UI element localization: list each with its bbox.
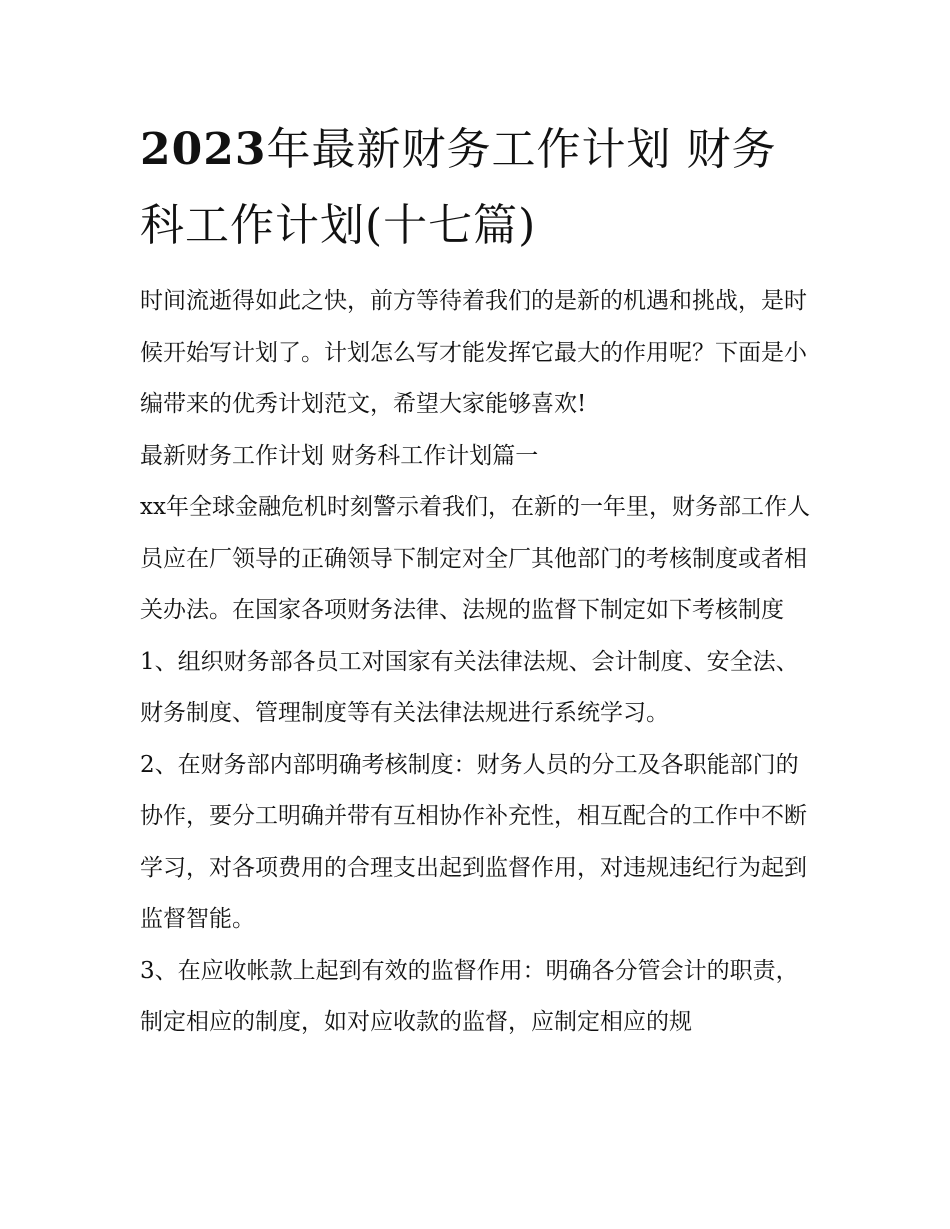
title-year: 2023 (140, 124, 267, 175)
body-paragraph: xx年全球金融危机时刻警示着我们，在新的一年里，财务部工作人员应在厂领导的正确领导下制定对全厂其他部门的考核制度或者相关办法。在国家各项财务法律、法规的监督下制定如下考核制度 (140, 494, 810, 623)
title-text: 年最新财务工作计划 财务科工作计划(十七篇) (140, 124, 777, 251)
list-item-1: 1、组织财务部各员工对国家有关法律法规、会计制度、安全法、财务制度、管理制度等有关法律法规进行系统学习。 (140, 648, 799, 726)
intro-paragraph: 时间流逝得如此之快，前方等待着我们的是新的机遇和挑战，是时候开始写计划了。计划怎么写才能发挥它最大的作用呢？下面是小编带来的优秀计划范文，希望大家能够喜欢! (140, 288, 807, 417)
list-item-3: 3、在应收帐款上起到有效的监督作用：明确各分管会计的职责，制定相应的制度，如对应收款的监督，应制定相应的规 (140, 957, 799, 1035)
list-item-2: 2、在财务部内部明确考核制度：财务人员的分工及各职能部门的协作，要分工明确并带有互相协作补充性，相互配合的工作中不断学习，对各项费用的合理支出起到监督作用，对违规违纪行为起到监督智能。 (140, 751, 807, 932)
document-title (140, 112, 820, 264)
document-body (140, 276, 820, 1049)
section-heading: 最新财务工作计划 财务科工作计划篇一 (140, 442, 539, 469)
